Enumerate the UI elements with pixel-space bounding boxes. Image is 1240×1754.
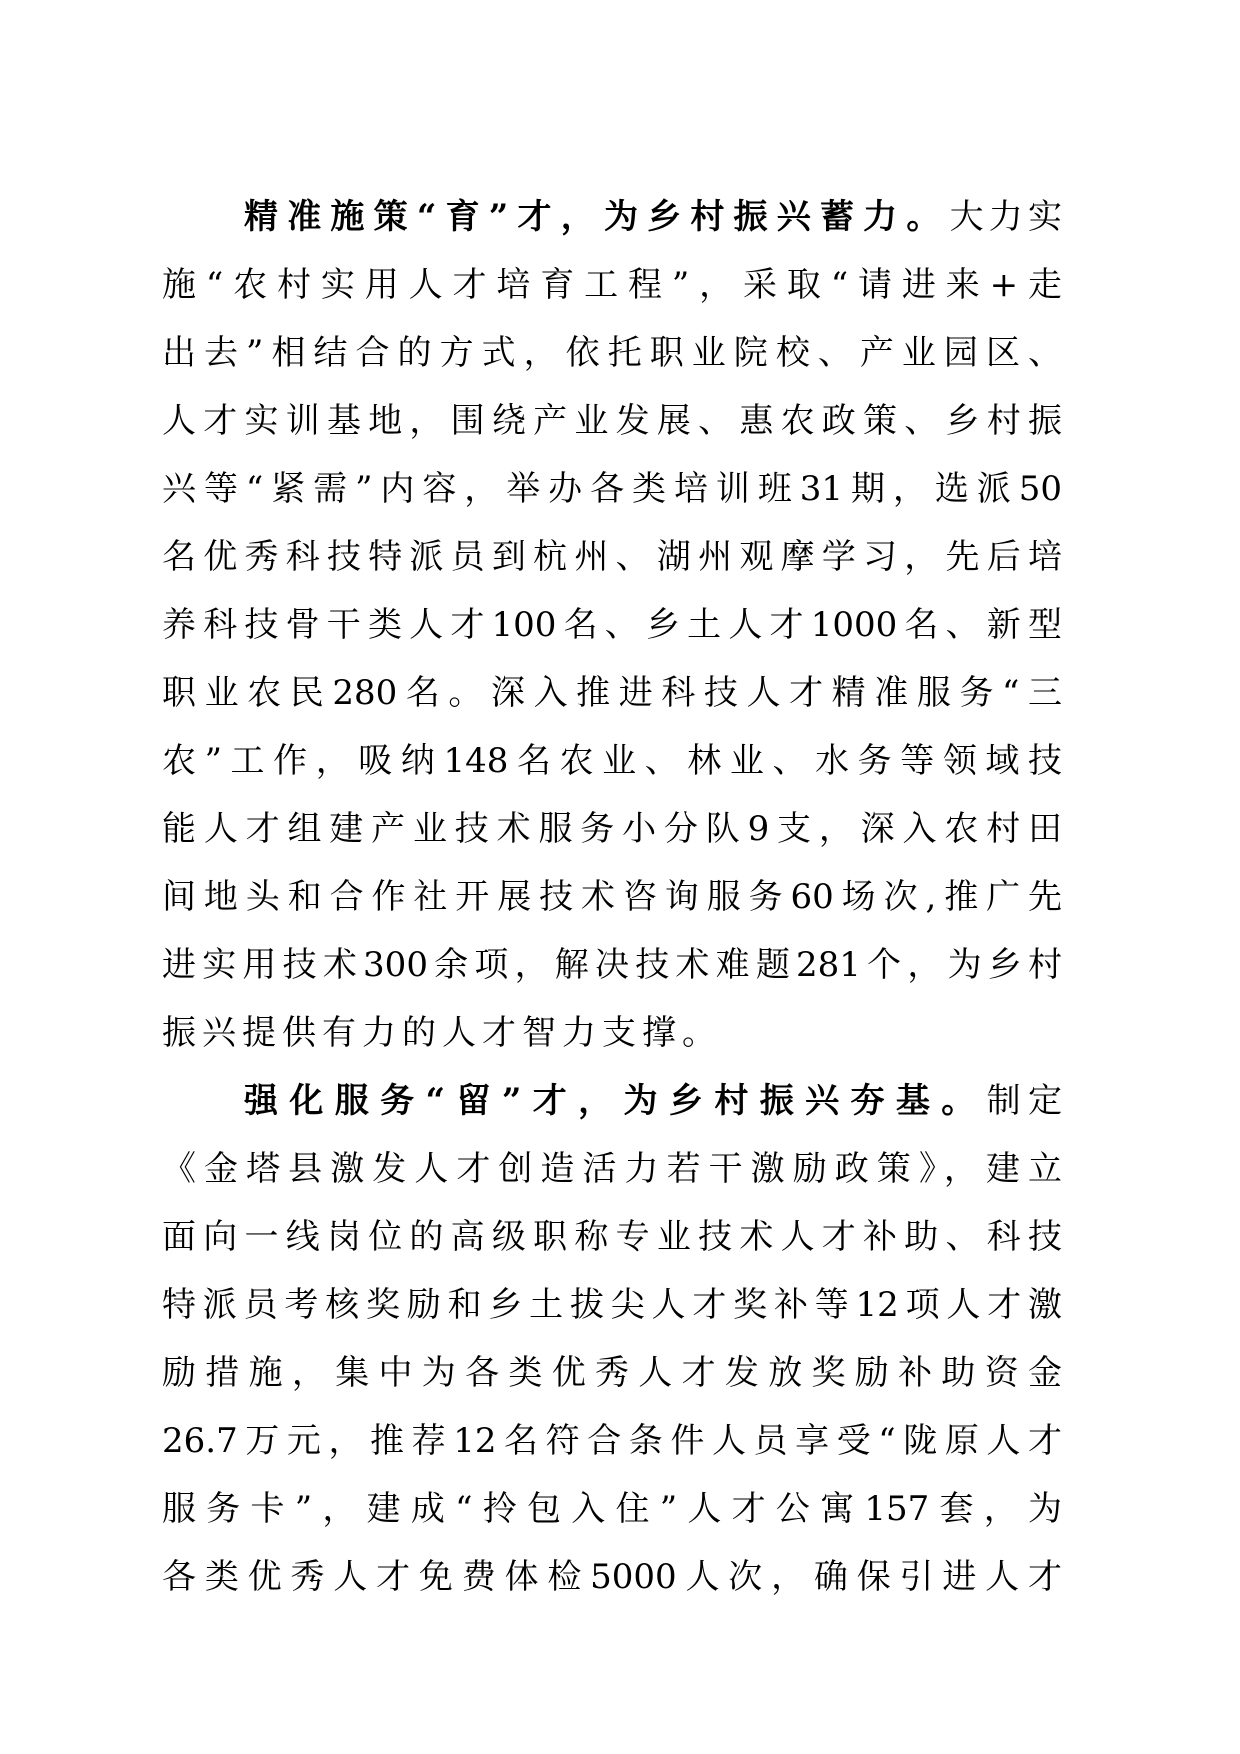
paragraph-2-line-1 xyxy=(162,1067,1062,1135)
paragraph-1-line: 振兴提供有力的人才智力支撑。 xyxy=(162,1013,722,1053)
paragraph-1-line: 进实用技术300余项，解决技术难题281个，为乡村 xyxy=(162,945,1062,985)
paragraph-1-line: 农”工作，吸纳148名农业、林业、水务等领域技 xyxy=(162,741,1062,781)
paragraph-1-line: 人才实训基地，围绕产业发展、惠农政策、乡村振 xyxy=(162,401,1062,441)
document-body xyxy=(162,183,1062,1611)
paragraph-2-line: 《金塔县激发人才创造活力若干激励政策》，建立 xyxy=(162,1149,1062,1189)
paragraph-2-line: 26.7万元，推荐12名符合条件人员享受“陇原人才 xyxy=(162,1421,1062,1461)
paragraph-1-line: 名优秀科技特派员到杭州、湖州观摩学习，先后培 xyxy=(162,537,1062,577)
paragraph-2-line: 特派员考核奖励和乡土拔尖人才奖补等12项人才激 xyxy=(162,1285,1062,1325)
paragraph-2-heading: 强化服务“留”才，为乡村振兴夯基。 xyxy=(244,1081,987,1121)
paragraph-1-line: 出去”相结合的方式，依托职业院校、产业园区、 xyxy=(162,333,1062,373)
paragraph-1-lead: 大力实 xyxy=(949,197,1063,237)
paragraph-1-line: 能人才组建产业技术服务小分队9支，深入农村田 xyxy=(162,809,1062,849)
paragraph-1-line: 兴等“紧需”内容，举办各类培训班31期，选派50 xyxy=(162,469,1062,509)
paragraph-1-line: 职业农民280名。深入推进科技人才精准服务“三 xyxy=(162,673,1062,713)
paragraph-2-line: 面向一线岗位的高级职称专业技术人才补助、科技 xyxy=(162,1217,1062,1257)
paragraph-1-line: 养科技骨干类人才100名、乡土人才1000名、新型 xyxy=(162,605,1062,645)
paragraph-2-lead: 制定 xyxy=(986,1081,1062,1121)
paragraph-2-line: 励措施，集中为各类优秀人才发放奖励补助资金 xyxy=(162,1353,1062,1393)
paragraph-2-line: 各类优秀人才免费体检5000人次，确保引进人才 xyxy=(162,1557,1062,1597)
paragraph-1-line-1 xyxy=(162,183,1062,251)
paragraph-2-line: 服务卡”，建成“拎包入住”人才公寓157套，为 xyxy=(162,1489,1062,1529)
paragraph-1-heading: 精准施策“育”才，为乡村振兴蓄力。 xyxy=(244,197,950,237)
paragraph-1-line: 施“农村实用人才培育工程”，采取“请进来+走 xyxy=(162,265,1062,305)
paragraph-1-line: 间地头和合作社开展技术咨询服务60场次,推广先 xyxy=(162,877,1062,917)
